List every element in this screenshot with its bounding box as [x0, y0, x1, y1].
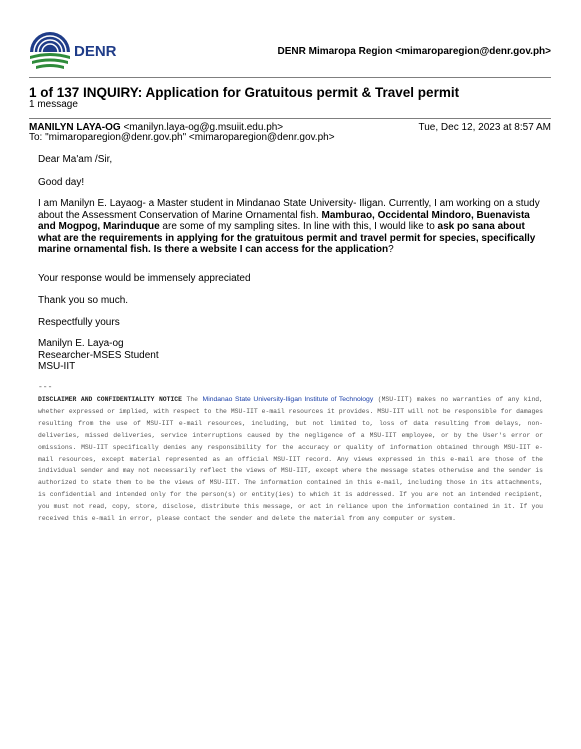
body-paragraph-1	[38, 198, 543, 256]
p1-sites: Mamburao, Occidental Mindoro, Buenavista and Mogpog, Marinduque	[38, 209, 530, 232]
denr-logo	[28, 28, 122, 74]
greeting: Dear Ma'am /Sir,	[38, 154, 113, 165]
signature	[38, 338, 543, 373]
message-date: Tue, Dec 12, 2023 at 8:57 AM	[418, 122, 551, 133]
signature-org: MSU-IIT	[38, 361, 76, 372]
p1-question: ask po sana about what are the requirements in applying for the gratuitous permit and travel permit for species, specifically marine ornamental fish. Is there a website I can access for the application	[38, 221, 536, 255]
body-paragraph-3: Thank you so much.	[38, 295, 129, 306]
disclaimer	[38, 394, 543, 525]
signature-title: Researcher-MSES Student	[38, 349, 159, 361]
logo-text: DENR	[74, 43, 117, 60]
header-divider	[29, 77, 551, 78]
closing: Respectfully yours	[38, 317, 120, 328]
recipient-line: To: "mimaroparegion@denr.gov.ph" <mimaroparegion@denr.gov.ph>	[29, 132, 335, 143]
p1-part-e: ?	[388, 244, 394, 255]
disclaimer-the: The	[181, 396, 203, 403]
signature-separator: ---	[38, 383, 53, 392]
p1-part-a: I am Manilyn E. Layaog- a Master student in Mindanao State University- Iligan. Currently, I am working on a study about the Assessment Conservation of Marine Ornamental fish.	[38, 198, 540, 221]
message-count: 1 message	[29, 99, 78, 110]
sender-email: <manilyn.laya-og@g.msuiit.edu.ph>	[123, 122, 284, 133]
account-label: DENR Mimaropa Region <mimaroparegion@denr.gov.ph>	[277, 46, 551, 57]
denr-logo-icon	[28, 28, 122, 74]
sender-name: MANILYN LAYA-OG	[29, 122, 121, 133]
good-day: Good day!	[38, 177, 85, 188]
message-divider	[29, 118, 551, 119]
disclaimer-heading: DISCLAIMER AND CONFIDENTIALITY NOTICE	[38, 396, 182, 403]
p1-part-c: are some of my sampling sites. In line with this, I would like to	[159, 221, 438, 232]
thread-subject: 1 of 137 INQUIRY: Application for Gratuitous permit & Travel permit	[29, 85, 460, 100]
university-link[interactable]: Mindanao State University-Iligan Institute of Technology	[202, 396, 374, 403]
signature-name: Manilyn E. Laya-og	[38, 338, 124, 349]
disclaimer-text: (MSU-IIT) makes no warranties of any kind, whether expressed or implied, with respect to the MSU-IIT e-mail resources it provides. MSU-IIT will not be responsible for damages resulting from the use of MSU-IIT e-mail resources, including, but not limited to, loss of data resulting from delays, non-deliveries, missed deliveries, service interruptions caused by the negligence of a MSU-IIT employee, or by the User's error or omissions. MSU-IIT specifically denies any responsibility for the accuracy or quality of information obtained through MSU-IIT e-mail resources, except material represented as an official MSU-IIT record. Any views expressed in this e-mail are those of the individual sender and may not necessarily reflect the views of MSU-IIT, except where the message states otherwise and the sender is authorized to state them to be the views of MSU-IIT. The information contained in this e-mail, including those in its attachments, is confidential and intended only for the person(s) or entity(ies) to which it is addressed. If you are not an intended recipient, you must not read, copy, store, disclose, distribute this message, or act in reliance upon the information contained in it. If you received this e-mail in error, please contact the sender and delete the material from any computer or system.	[38, 396, 543, 523]
body-paragraph-2: Your response would be immensely appreciated	[38, 273, 251, 284]
